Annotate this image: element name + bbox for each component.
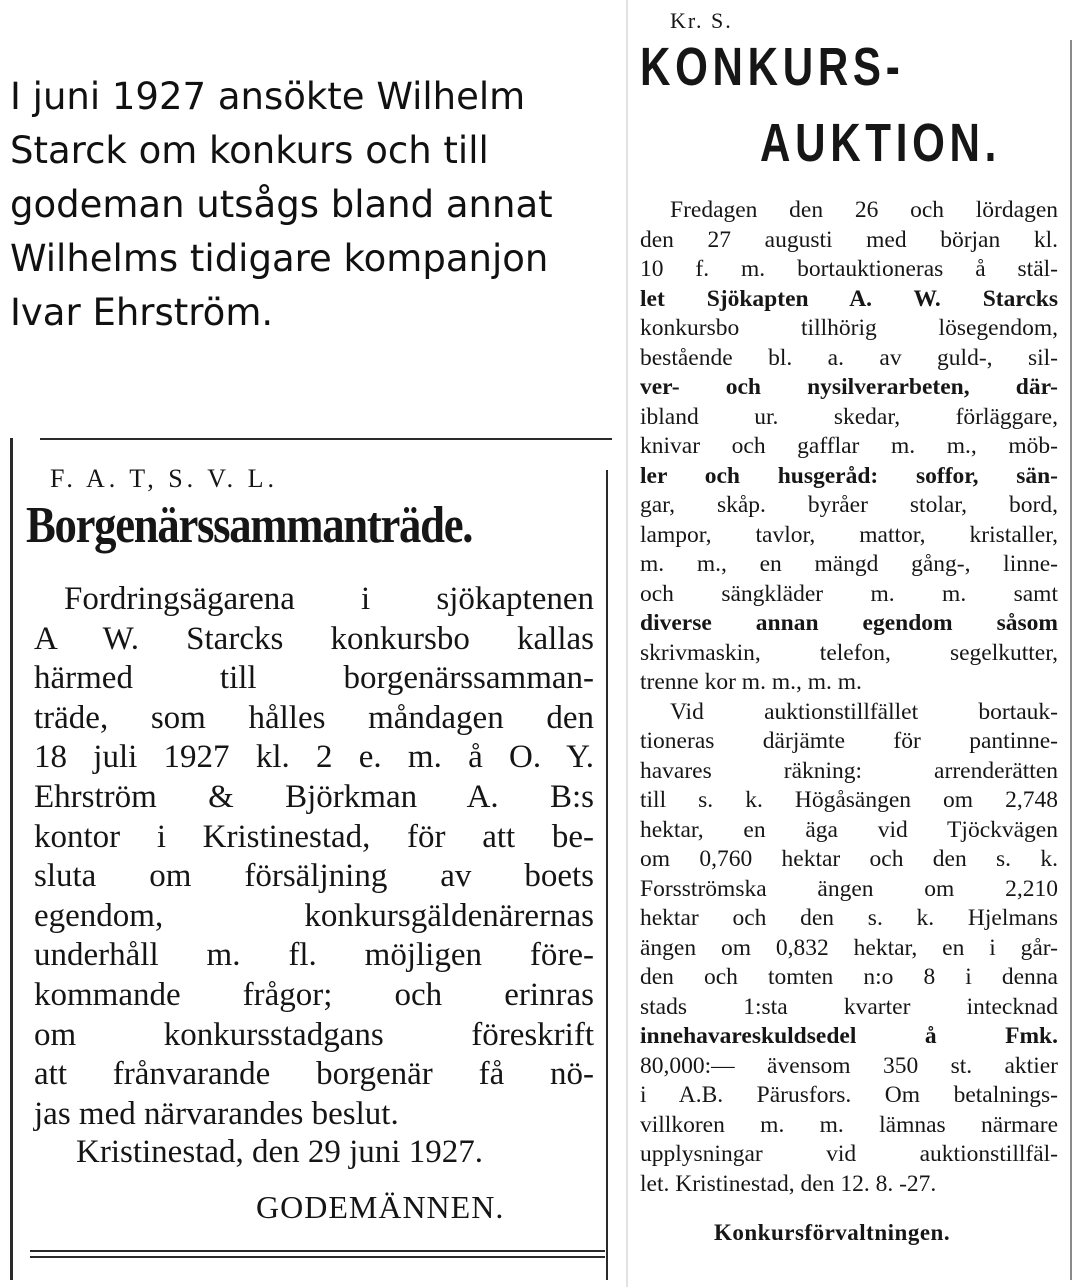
body-line: stads 1:sta kvarter intecknad (640, 993, 1058, 1020)
body-line: tioneras därjämte för pantinne- (640, 728, 1058, 754)
bottom-rule (30, 1256, 605, 1258)
body-line: kontor i Kristinestad, för att be- (34, 818, 594, 855)
body-line: 80,000:— ävensom 350 st. aktier (640, 1052, 1058, 1079)
body-line: diverse annan egendom såsom (640, 610, 1058, 636)
body-line: bestående bl. a. av guld-, sil- (640, 344, 1058, 371)
body-line: hektar, en äga vid Tjöckvägen (640, 816, 1058, 843)
right-clipping (626, 0, 1078, 1287)
caption-line: I juni 1927 ansökte Wilhelm (10, 75, 526, 118)
clip-edge (626, 0, 628, 1287)
body-line: villkoren m. m. lämnas närmare (640, 1111, 1058, 1138)
body-line: A W. Starcks konkursbo kallas (34, 620, 594, 657)
body-line: ängen om 0,832 hektar, en i går- (640, 934, 1058, 961)
right-border-rule (1070, 40, 1072, 1280)
signature: GODEMÄNNEN. (256, 1189, 505, 1225)
body-line: jas med närvarandes beslut. (34, 1095, 399, 1132)
notice-title-line2: AUKTION. (760, 113, 1002, 173)
top-rule (40, 438, 612, 440)
body-line: 10 f. m. bortauktioneras å stäl- (640, 256, 1058, 282)
body-line: Vid auktionstillfället bortauk- (670, 698, 1058, 725)
body-line: sluta om försäljning av boets (34, 858, 594, 895)
body-line: och sängkläder m. m. samt (640, 580, 1058, 607)
body-line: innehavareskuldsedel å Fmk. (640, 1023, 1058, 1049)
body-line: egendom, konkursgäldenärernas (34, 897, 594, 934)
body-line: trenne kor m. m., m. m. (640, 669, 862, 695)
body-line: till s. k. Högåsängen om 2,748 (640, 787, 1058, 813)
body-line: Ehrström & Björkman A. B:s (34, 778, 594, 815)
notice-title-line1: KONKURS- (640, 37, 905, 97)
body-line: att frånvarande borgenär få nö- (34, 1056, 594, 1093)
body-line: m. m., en mängd gång-, linne- (640, 551, 1058, 577)
body-line: konkursbo tillhörig lösegendom, (640, 315, 1058, 341)
body-line: träde, som hålles måndagen den (34, 699, 594, 736)
notice-body (640, 196, 1058, 1199)
body-line: Fredagen den 26 och lördagen (670, 197, 1058, 223)
bottom-rule (30, 1250, 605, 1252)
body-line: härmed till borgenärssamman- (34, 660, 594, 697)
body-line: ler och husgeråd: soffor, sän- (640, 462, 1058, 489)
body-line: ver- och nysilverarbeten, där- (640, 374, 1058, 400)
body-line: upplysningar vid auktionstillfäl- (640, 1141, 1058, 1167)
caption-line: Starck om konkurs och till (10, 129, 489, 172)
body-line: skrivmaskin, telefon, segelkutter, (640, 639, 1058, 666)
body-line: lampor, tavlor, mattor, kristaller, (640, 521, 1058, 548)
body-line: den 27 augusti med början kl. (640, 226, 1058, 253)
body-line: om konkursstadgans föreskrift (34, 1016, 594, 1053)
body-line: ibland ur. skedar, förläggare, (640, 403, 1058, 430)
left-clipping (10, 434, 610, 1284)
body-line: underhåll m. fl. möjligen före- (34, 937, 594, 974)
caption (10, 70, 610, 340)
notice-source: F. A. T, S. V. L. (50, 464, 278, 493)
body-line: Fordringsägarena i sjökaptenen (64, 581, 594, 617)
notice-source: Kr. S. (670, 8, 733, 33)
left-border-rule (10, 438, 13, 1280)
body-line: i A.B. Pärusfors. Om betalnings- (640, 1082, 1058, 1108)
body-line: om 0,760 hektar och den s. k. (640, 846, 1058, 872)
body-line: hektar och den s. k. Hjelmans (640, 905, 1058, 931)
place-date: Kristinestad, den 29 juni 1927. (76, 1134, 483, 1170)
body-line: kommande frågor; och erinras (34, 976, 594, 1013)
signature: Konkursförvaltningen. (714, 1220, 951, 1245)
right-border-rule (606, 470, 608, 1280)
caption-line: Ivar Ehrström. (10, 291, 274, 334)
body-line: gar, skåp. byråer stolar, bord, (640, 492, 1058, 518)
caption-line: Wilhelms tidigare kompanjon (10, 237, 549, 280)
body-line: let. Kristinestad, den 12. 8. -27. (640, 1170, 937, 1197)
caption-line: godeman utsågs bland annat (10, 183, 553, 226)
body-line: knivar och gafflar m. m., möb- (640, 433, 1058, 459)
body-line: 18 juli 1927 kl. 2 e. m. å O. Y. (34, 739, 594, 776)
body-line: Forsströmska ängen om 2,210 (640, 875, 1058, 902)
body-line: let Sjökapten A. W. Starcks (640, 285, 1058, 312)
body-line: havares räkning: arrenderätten (640, 757, 1058, 784)
body-line: den och tomten n:o 8 i denna (640, 964, 1058, 990)
notice-title: Borgenärssammanträde. (26, 497, 473, 554)
